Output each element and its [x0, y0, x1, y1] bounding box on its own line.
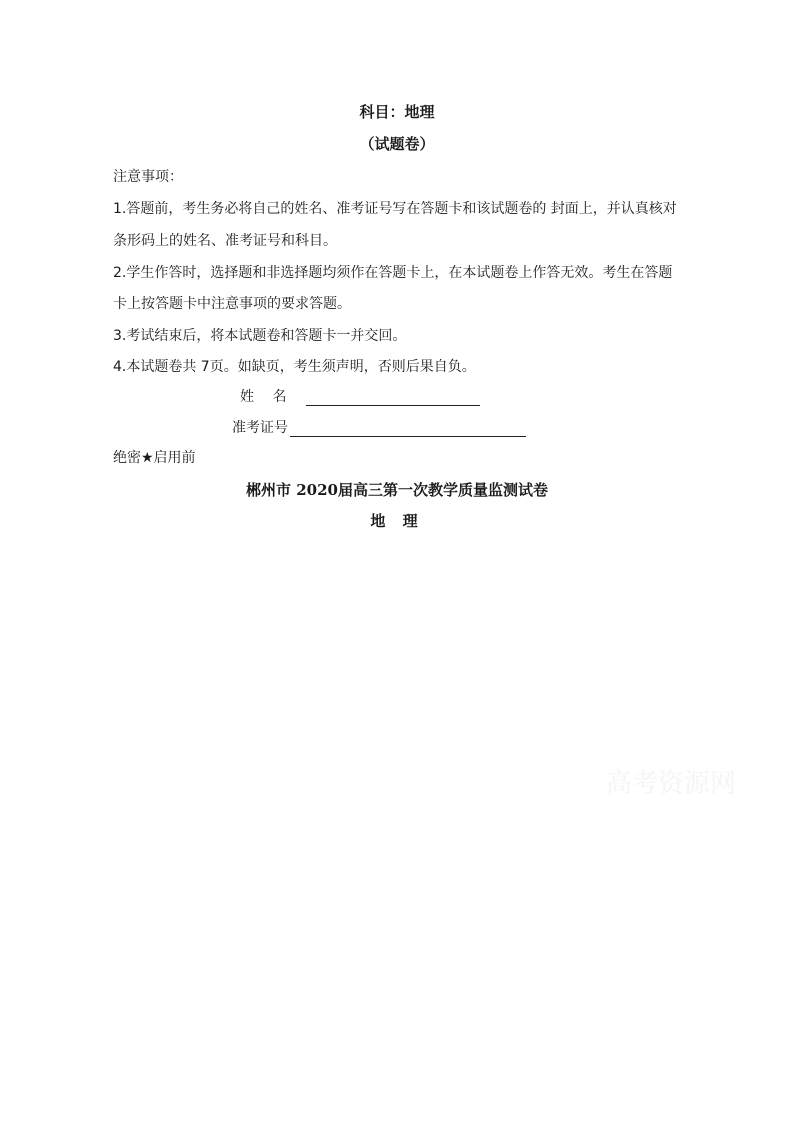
name-field[interactable]	[240, 386, 480, 406]
note-line: 2.学生作答时，选择题和非选择题均须作在答题卡上，在本试题卷上作答无效。考生在答题	[113, 265, 673, 281]
note-line: 3.考试结束后，将本试题卷和答题卡一并交回。	[113, 328, 407, 344]
name-label: 姓 名	[240, 389, 287, 405]
note-line: 条形码上的姓名、准考证号和科目。	[113, 233, 337, 249]
exam-title: 郴州市 2020届高三第一次教学质量监测试卷	[246, 481, 548, 499]
exam-id-label: 准考证号	[232, 420, 288, 436]
exam-subject: 地 理	[370, 512, 424, 530]
note-line: 卡上按答题卡中注意事项的要求答题。	[113, 296, 351, 312]
note-line: 4.本试题卷共 7页。如缺页，考生须声明，否则后果自负。	[113, 359, 476, 375]
notes-heading: 注意事项：	[113, 169, 183, 185]
watermark: 高考资源网	[606, 769, 737, 799]
name-blank-line[interactable]	[306, 391, 480, 406]
exam-id-field[interactable]	[232, 417, 526, 437]
confidential-mark: 绝密★启用前	[113, 450, 196, 466]
paper-type-subtitle: （试题卷）	[359, 135, 435, 153]
subject-title: 科目：地理	[359, 103, 435, 121]
note-line: 1.答题前，考生务必将自己的姓名、准考证号写在答题卡和该试题卷的 封面上，并认真核对	[113, 201, 677, 217]
exam-id-blank-line[interactable]	[290, 422, 526, 437]
